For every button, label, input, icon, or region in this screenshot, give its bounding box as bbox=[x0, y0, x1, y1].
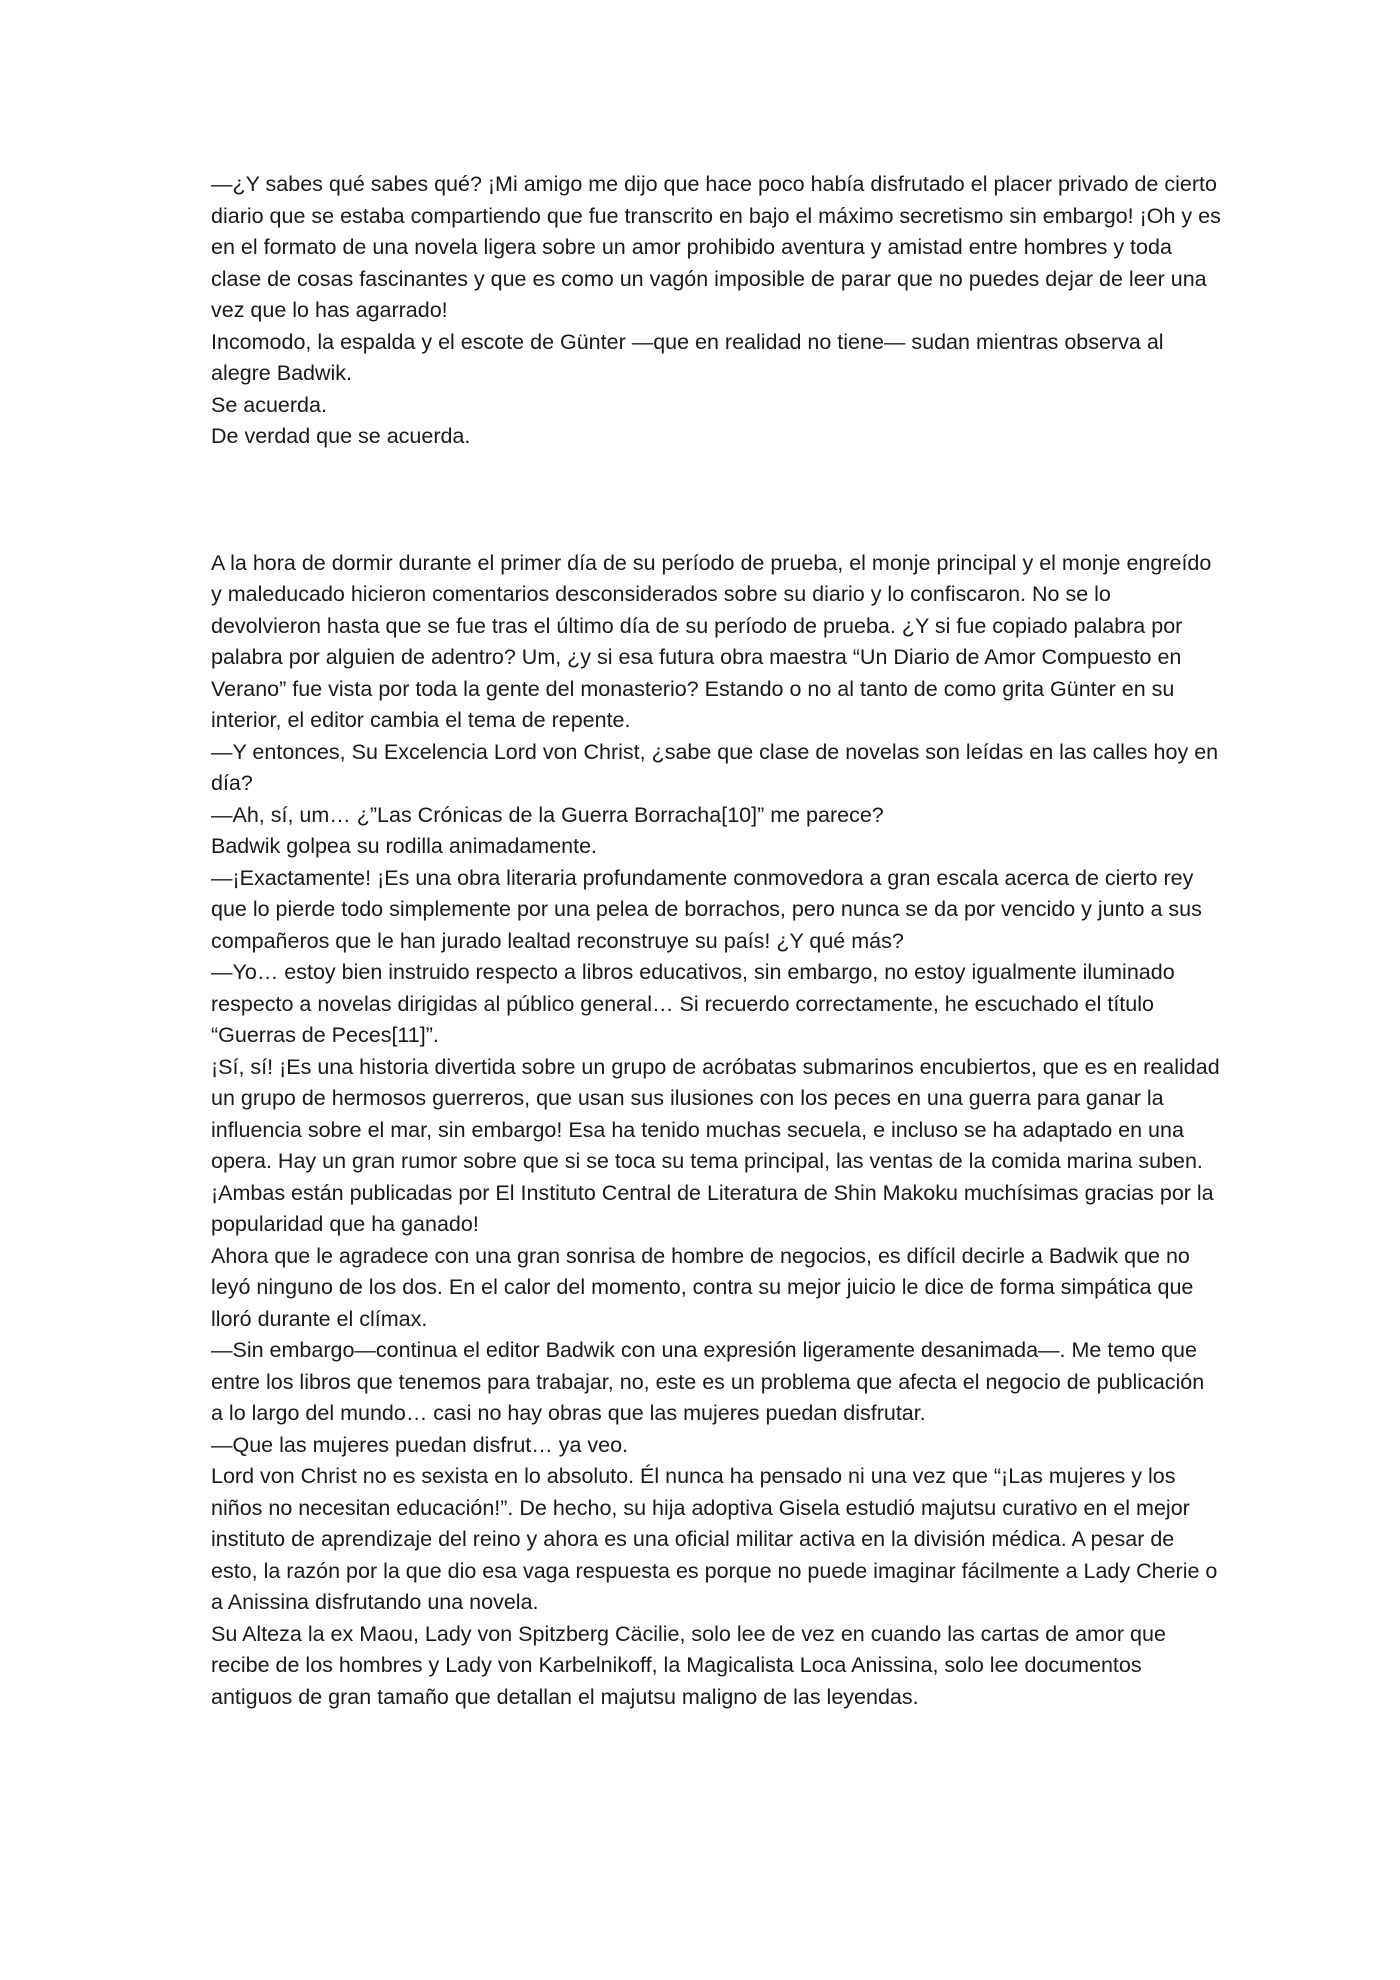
paragraph: —¿Y sabes qué sabes qué? ¡Mi amigo me dijo que hace poco había disfrutado el placer privado de cierto diario que se estaba compartiendo que fue transcrito en bajo el máximo secretismo sin embargo! ¡Oh y es en el formato de una novela ligera sobre un amor prohibido aventura y amistad entre hombres y toda clase de cosas fascinantes y que es como un vagón imposible de parar que no puedes dejar de leer una vez que lo has agarrado! bbox=[211, 172, 1221, 322]
paragraph: —Yo… estoy bien instruido respecto a libros educativos, sin embargo, no estoy igualmente iluminado respecto a novelas dirigidas al público general… Si recuerdo correctamente, he escuchado el título “Guerras de Peces[11]”. bbox=[211, 960, 1175, 1047]
paragraph: A la hora de dormir durante el primer día de su período de prueba, el monje principal y el monje engreído y maleducado hicieron comentarios desconsiderados sobre su diario y lo confiscaron. No se lo devolvieron hasta que se fue tras el último día de su período de prueba. ¿Y si fue copiado palabra por palabra por alguien de adentro? Um, ¿y si esa futura obra maestra “Un Diario de Amor Compuesto en Verano” fue vista por toda la gente del monasterio? Estando o no al tanto de como grita Günter en su interior, el editor cambia el tema de repente. bbox=[211, 550, 1212, 732]
paragraph: Lord von Christ no es sexista en lo absoluto. Él nunca ha pensado ni una vez que “¡Las mujeres y los niños no necesitan educación!”. De hecho, su hija adoptiva Gisela estudió majutsu curativo en el mejor instituto de aprendizaje del reino y ahora es una oficial militar activa en la división médica. A pesar de esto, la razón por la que dio esa vaga respuesta es porque no puede imaginar fácilmente a Lady Cherie o a Anissina disfrutando una novela. bbox=[211, 1464, 1218, 1614]
paragraph: —¡Exactamente! ¡Es una obra literaria profundamente conmovedora a gran escala acerca de cierto rey que lo pierde todo simplemente por una pelea de borrachos, pero nunca se da por vencido y junto a sus compañeros que le han jurado lealtad reconstruye su país! ¿Y qué más? bbox=[211, 865, 1202, 953]
paragraph: Su Alteza la ex Maou, Lady von Spitzberg Cäcilie, solo lee de vez en cuando las cartas de amor que recibe de los hombres y Lady von Karbelnikoff, la Magicalista Loca Anissina, solo lee documentos antiguos de gran tamaño que detallan el majutsu maligno de las leyendas. bbox=[211, 1621, 1166, 1709]
paragraph: Ahora que le agradece con una gran sonrisa de hombre de negocios, es difícil decirle a Badwik que no leyó ninguno de los dos. En el calor del momento, contra su mejor juicio le dice de forma simpática que lloró durante el clímax. bbox=[211, 1243, 1194, 1331]
paragraph: Incomodo, la espalda y el escote de Günter —que en realidad no tiene— sudan mientras observa al alegre Badwik. bbox=[211, 329, 1164, 385]
paragraph: —Que las mujeres puedan disfrut… ya veo. bbox=[211, 1432, 629, 1457]
section-one bbox=[211, 169, 1221, 453]
paragraph: —Ah, sí, um… ¿”Las Crónicas de la Guerra Borracha[10]” me parece? bbox=[211, 802, 884, 827]
section-break bbox=[211, 453, 1221, 548]
paragraph: De verdad que se acuerda. bbox=[211, 424, 471, 448]
section-two bbox=[211, 548, 1221, 1714]
document-page bbox=[211, 169, 1221, 1713]
paragraph: —Sin embargo—continua el editor Badwik con una expresión ligeramente desanimada—. Me temo que entre los libros que tenemos para trabajar, no, este es un problema que afecta el negocio de publicación a lo largo del mundo… casi no hay obras que las mujeres puedan disfrutar. bbox=[211, 1338, 1205, 1425]
paragraph: —Y entonces, Su Excelencia Lord von Christ, ¿sabe que clase de novelas son leídas en las calles hoy en día? bbox=[211, 739, 1219, 795]
paragraph: ¡Sí, sí! ¡Es una historia divertida sobre un grupo de acróbatas submarinos encubiertos, que es en realidad un grupo de hermosos guerreros, que usan sus ilusiones con los peces en una guerra para ganar la influencia sobre el mar, sin embargo! Esa ha tenido muchas secuela, e incluso se ha adaptado en una opera. Hay un gran rumor sobre que si se toca su tema principal, las ventas de la comida marina suben. ¡Ambas están publicadas por El Instituto Central de Literatura de Shin Makoku muchísimas gracias por la popularidad que ha ganado! bbox=[211, 1054, 1220, 1236]
paragraph: Badwik golpea su rodilla animadamente. bbox=[211, 834, 598, 858]
paragraph: Se acuerda. bbox=[211, 392, 327, 417]
